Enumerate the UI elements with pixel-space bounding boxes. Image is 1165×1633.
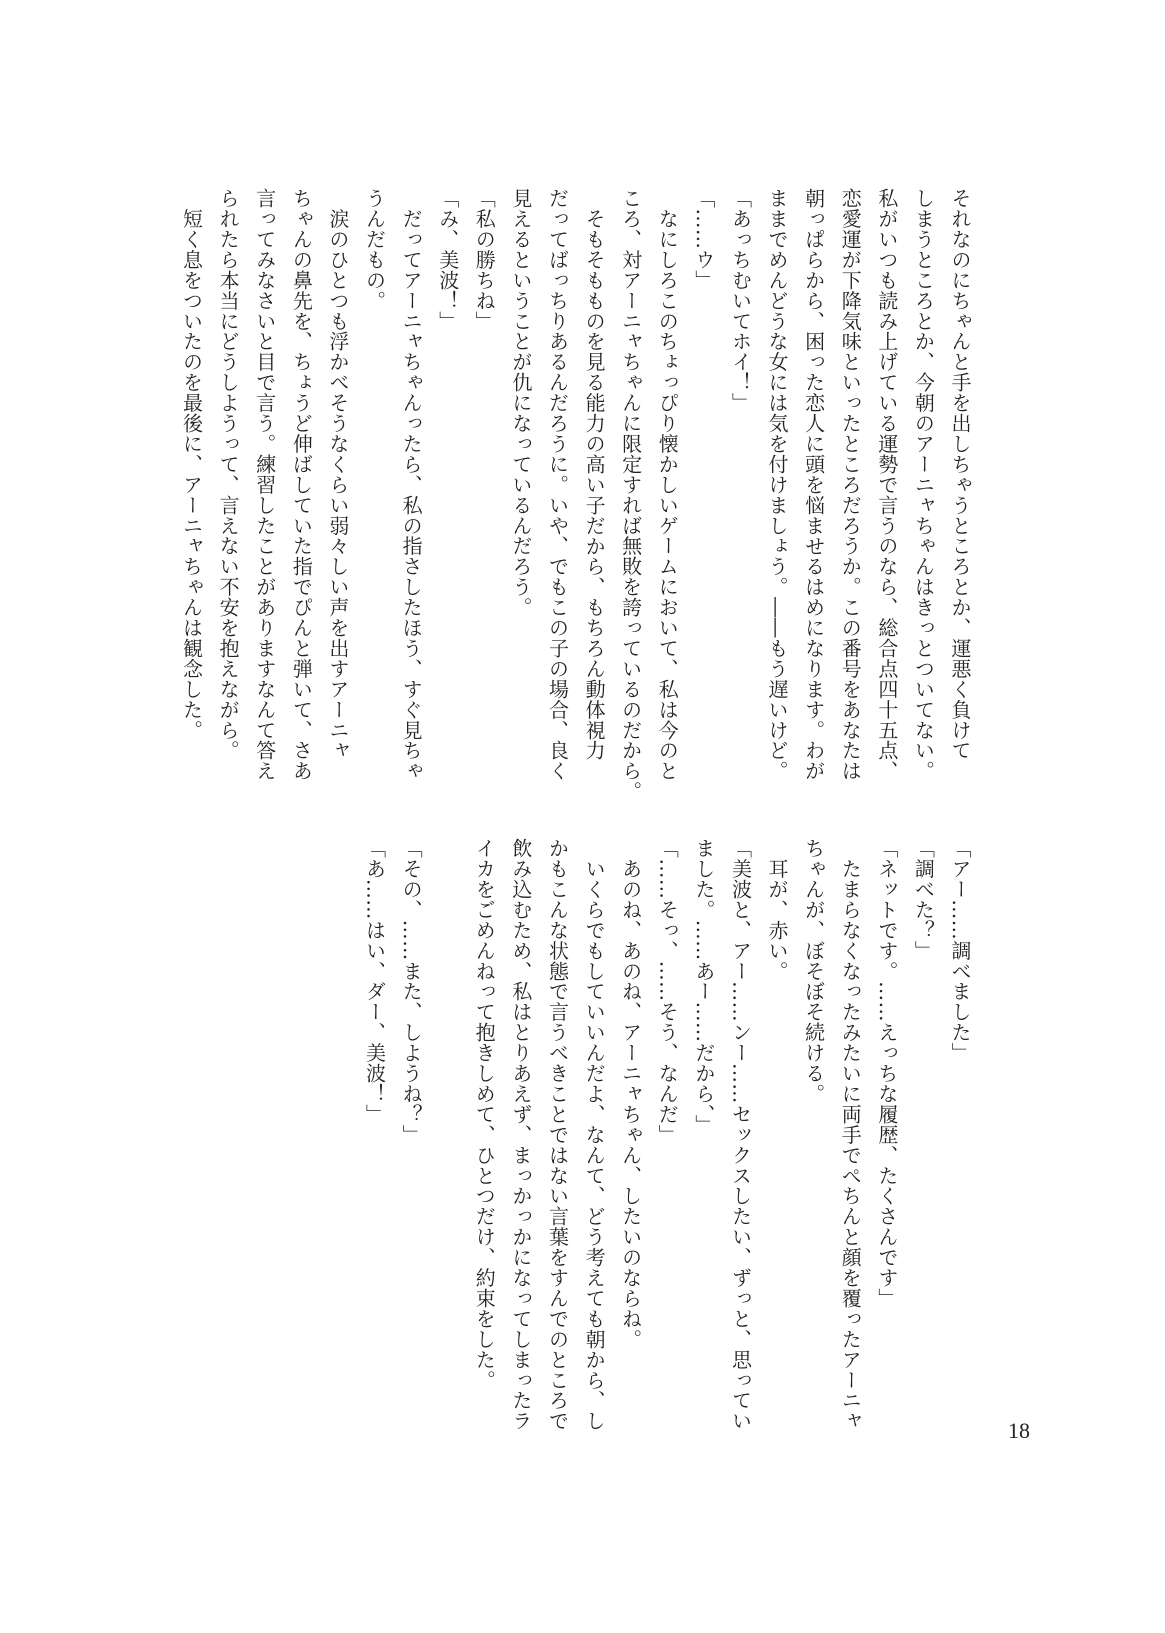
text-column: 「ネットです。……えっちな履歴、たくさんです」 — [874, 838, 899, 1309]
text-column: ころ、対アーニャちゃんに限定すれば無敗を誇っているのだから。 — [618, 188, 643, 802]
text-column: 「み、美波！」 — [435, 188, 460, 332]
text-column: なにしろこのちょっぴり懐かしいゲームにおいて、私は今のと — [655, 188, 680, 782]
text-column: 「あっちむいてホイ！」 — [728, 188, 753, 413]
text-column: 「……ウ」 — [691, 188, 716, 291]
text-column: 見えるということが仇になっているんだろう。 — [508, 188, 533, 618]
text-column: それなのにちゃんと手を出しちゃうところとか、運悪く負けて — [948, 188, 972, 761]
text-column: そもそもものを見る能力の高い子だから、もちろん動体視力 — [582, 188, 607, 761]
text-column: ちゃんが、ぼそぼそ続ける。 — [801, 838, 826, 1104]
text-column: だってアーニャちゃんったら、私の指さしたほう、すぐ見ちゃ — [399, 188, 424, 782]
text-column: 「あ……はい、ダー、美波！」 — [362, 838, 387, 1125]
text-column: ままでめんどうな女には気を付けましょう。――もう遅いけど。 — [765, 188, 790, 782]
text-column: 耳が、赤い。 — [765, 838, 790, 982]
text-column: だってばっちりあるんだろうに。いや、でもこの子の場合、良く — [545, 188, 570, 782]
text-column: 「……そっ、……そう、なんだ」 — [655, 838, 680, 1145]
text-column: 私がいつも読み上げている運勢で言うのなら、総合点四十五点、 — [874, 188, 899, 782]
text-column: かもこんな状態で言うべきことではない言葉をすんでのところで — [545, 838, 570, 1432]
text-column: たまらなくなったみたいに両手でぺちんと顔を覆ったアーニャ — [838, 838, 863, 1432]
text-column: 短く息をついたのを最後に、アーニャちゃんは観念した。 — [179, 188, 204, 741]
text-column: られたら本当にどうしようって、言えない不安を抱えながら。 — [216, 188, 241, 761]
text-column: ました。……あー……だから、」 — [691, 838, 716, 1135]
text-column: 言ってみなさいと目で言う。練習したことがありますなんて答え — [252, 188, 277, 782]
text-column: 朝っぱらから、困った恋人に頭を悩ませるはめになります。わが — [801, 188, 826, 782]
text-column: 恋愛運が下降気味といったところだろうか。この番号をあなたは — [838, 188, 863, 782]
text-column: ちゃんの鼻先を、ちょうど伸ばしていた指でぴんと弾いて、さあ — [289, 188, 314, 782]
text-column: 「その、……また、しようね？」 — [399, 838, 424, 1145]
bottom-text-section — [356, 838, 978, 1431]
text-column: 飲み込むため、私はとりあえず、まっかっかになってしまったラ — [508, 838, 533, 1432]
text-column: 涙のひとつも浮かべそうなくらい弱々しい声を出すアーニャ — [325, 188, 350, 761]
text-column: いくらでもしていいんだよ、なんて、どう考えても朝から、し — [582, 838, 607, 1432]
page-number: 18 — [1008, 1418, 1030, 1443]
top-text-section — [173, 188, 978, 802]
text-column: 「美波と、アー……ンー……セックスしたい、ずっと、思ってい — [728, 838, 753, 1432]
text-column: うんだもの。 — [362, 188, 387, 311]
text-column — [429, 838, 466, 1431]
text-column: 「調べた？」 — [911, 838, 936, 961]
text-column: しまうところとか、今朝のアーニャちゃんはきっとついてない。 — [911, 188, 936, 782]
text-column: 「アー……調べました」 — [948, 838, 972, 1063]
text-column: あのね、あのね、アーニャちゃん、したいのならね。 — [618, 838, 643, 1350]
text-column: 「私の勝ちね」 — [472, 188, 497, 332]
text-column: イカをごめんねって抱きしめて、ひとつだけ、約束をした。 — [472, 838, 497, 1391]
